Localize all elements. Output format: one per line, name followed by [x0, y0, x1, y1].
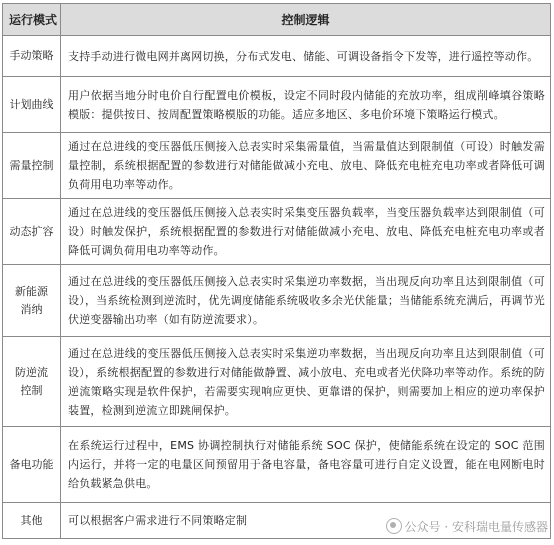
row-mode: 需量控制: [3, 133, 61, 199]
table-row: [3, 77, 551, 133]
row-mode: 计划曲线: [3, 77, 61, 133]
row-logic: 通过在总进线的变压器低压侧接入总表实时采集逆功率数据，当出现反向功率且达到限制值（可设），系统根据配置的参数进行对储能做静置、减小放电、充电或者光伏降功率等动作。系统的防逆流策略实现是软件保护，若需要实现响应更快、更靠谱的保护，则需要加上相应的逆功率保护装置，检测到逆流立即跳闸保护。: [61, 337, 551, 427]
row-mode: 备电功能: [3, 427, 61, 503]
row-logic: 在系统运行过程中，EMS 协调控制执行对储能系统 SOC 保护，使储能系统在设定的 SOC 范围内运行，并将一定的电量区间预留用于备电容量，备电容量可进行自定义设置，能在电网断电时给负载紧急供电。: [61, 427, 551, 503]
table-row: [3, 337, 551, 427]
table-row: [3, 265, 551, 337]
row-logic: 通过在总进线的变压器低压侧接入总表实时采集变压器负载率，当变压器负载率达到限制值（可设）时触发保护，系统根据配置的参数进行对储能做减小充电、放电、降低充电桩充电功率或者降低可调负荷用电功率等动作。: [61, 199, 551, 265]
table-header-row: [3, 4, 551, 36]
header-logic: 控制逻辑: [61, 4, 551, 36]
table-row: [3, 427, 551, 503]
row-logic: 通过在总进线的变压器低压侧接入总表实时采集需量值，当需量值达到限制值（可设）时触发需量控制，系统根据配置的参数进行对储能做减小充电、放电、降低充电桩充电功率或者降低可调负荷用电功率等动作。: [61, 133, 551, 199]
row-logic: 支持手动进行微电网并离网切换，分布式发电、储能、可调设备指令下发等，进行遥控等动作。: [61, 36, 551, 77]
table-row: [3, 36, 551, 77]
row-mode: 防逆流控制: [3, 337, 61, 427]
watermark-text: 公众号 · 安科瑞电量传感器: [404, 520, 548, 534]
header-mode: 运行模式: [3, 4, 61, 36]
row-logic: 可以根据客户需求进行不同策略定制: [61, 503, 551, 539]
row-mode: 新能源消纳: [3, 265, 61, 337]
watermark: [386, 518, 548, 535]
row-mode: 手动策略: [3, 36, 61, 77]
row-logic: 用户依据当地分时电价自行配置电价模板，设定不同时段内储能的充放功率，组成削峰填谷策略模版：提供按日、按周配置策略模版的功能。适应多地区、多电价环境下策略运行模式。: [61, 77, 551, 133]
row-mode: 其他: [3, 503, 61, 539]
wechat-icon: [386, 518, 402, 534]
strategy-table: [2, 3, 551, 539]
row-mode: 动态扩容: [3, 199, 61, 265]
table-row: [3, 199, 551, 265]
table-row: [3, 133, 551, 199]
row-logic: 通过在总进线的变压器低压侧接入总表实时采集逆功率数据，当出现反向功率且达到限制值（可设），当系统检测到逆流时，优先调度储能系统吸收多余光伏能量；当储能系统充满后，再调节光伏逆变器输出功率（如有防逆流要求）。: [61, 265, 551, 337]
